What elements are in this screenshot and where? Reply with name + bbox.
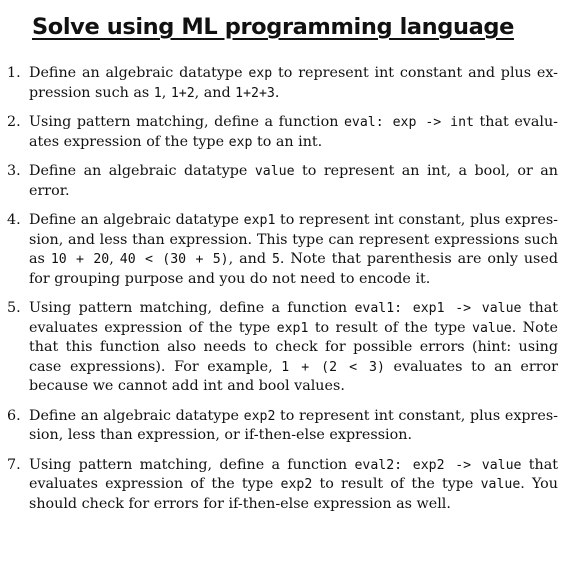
problem-text: to result of the type	[312, 476, 481, 492]
problem-text: Using pattern matching, define a function	[29, 114, 344, 130]
code-snippet: exp1	[243, 213, 276, 228]
code-snippet: 40 < (30 + 5)	[119, 252, 229, 267]
code-snippet: 1 + (2 < 3)	[281, 359, 385, 375]
problem-text: , and	[228, 251, 272, 267]
problem-text: to represent int constant, plus expres-sion, less than expression, or if-then-else expression.	[29, 407, 558, 443]
code-snippet: 1+2	[170, 85, 195, 101]
code-snippet: value	[254, 164, 295, 179]
code-snippet: exp2	[243, 408, 276, 424]
code-snippet: exp2	[280, 477, 313, 492]
problem-text: ,	[161, 84, 171, 101]
code-snippet: eval1: exp1 -> value	[354, 301, 522, 316]
problem-text: , and	[194, 84, 236, 101]
code-snippet: eval2: exp2 -> value	[354, 457, 522, 473]
code-snippet: value	[480, 477, 521, 492]
problem-text: . Note that this function also needs to check for possible errors (hint: using case expressions). For example,	[29, 319, 558, 375]
problem-number: 2.	[7, 114, 21, 130]
problem-text: . You should check for errors for if-then-else expression as well.	[29, 476, 558, 512]
problem-text: Define an algebraic datatype	[29, 65, 249, 81]
problem-number: 1.	[7, 65, 21, 81]
code-snippet: value	[472, 320, 512, 336]
problem-list	[0, 64, 562, 524]
problem-text: to represent int constant, plus expres-sion, and less than expression. This type can represent expressions such as	[29, 212, 558, 267]
problem-text: Using pattern matching, define a function	[29, 456, 355, 473]
problem-text: to represent an int, a bool, or an error.	[29, 163, 559, 199]
problem-item	[0, 211, 562, 289]
code-snippet: 10 + 20	[50, 252, 110, 267]
problem-text: .	[274, 84, 280, 101]
problem-text: to result of the type	[308, 319, 473, 336]
code-snippet: exp	[248, 66, 273, 81]
problem-text: Define an algebraic datatype	[29, 163, 255, 179]
problem-text: ,	[109, 251, 120, 267]
problem-item	[0, 64, 562, 103]
problem-number: 4.	[7, 212, 21, 228]
code-snippet: exp	[228, 134, 253, 150]
code-snippet: 1+2+3	[235, 85, 275, 101]
problem-text: Define an algebraic datatype	[29, 212, 244, 228]
problem-text: that evaluates expression of the type	[29, 300, 558, 336]
problem-text: to an int.	[252, 133, 323, 150]
code-snippet: eval: exp -> int	[343, 115, 475, 130]
problem-text: . Note that parenthesis are only used for grouping purpose and you do not need to encode it.	[29, 251, 559, 287]
problem-text: that evaluates expression of the type	[29, 456, 558, 492]
problem-number: 7.	[7, 456, 21, 473]
problem-number: 6.	[7, 407, 21, 424]
problem-item	[0, 407, 562, 446]
code-snippet: 1	[153, 85, 162, 101]
problem-text: Define an algebraic datatype	[29, 407, 244, 424]
problem-text: that evalu-ates expression of the type	[29, 114, 558, 150]
problem-item	[0, 113, 562, 152]
code-snippet: 5	[271, 252, 280, 267]
problem-text: Using pattern matching, define a function	[29, 300, 355, 316]
problem-item	[0, 299, 562, 397]
page-title: Solve using ML programming language	[32, 14, 514, 40]
problem-number: 3.	[7, 163, 21, 179]
problem-number: 5.	[7, 300, 21, 316]
problem-item	[0, 456, 562, 515]
problem-text: to represent int constant and plus ex-pression such as	[29, 65, 558, 101]
code-snippet: exp1	[276, 320, 309, 336]
problem-item	[0, 162, 562, 201]
problem-text: evaluates to an error because we cannot add int and bool values.	[29, 358, 558, 394]
